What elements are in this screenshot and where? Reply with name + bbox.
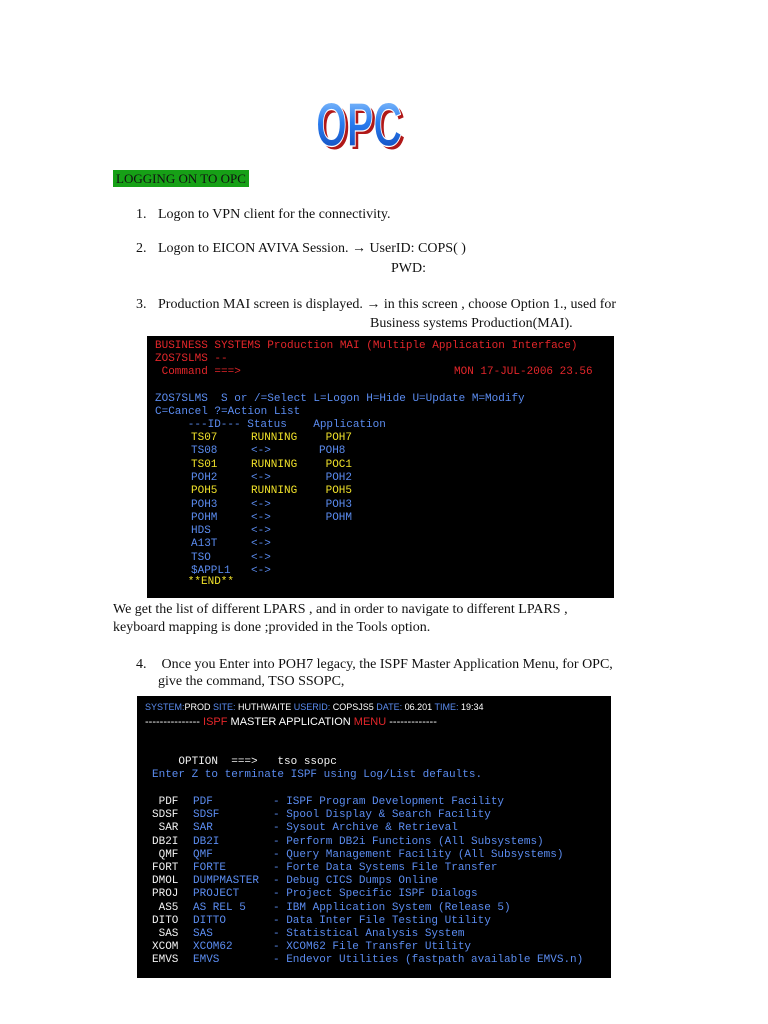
mai-session-status: <-> bbox=[251, 498, 271, 511]
mai-session-status: <-> bbox=[251, 551, 271, 564]
ispf-menu-name: XCOM62 bbox=[193, 941, 233, 954]
mai-title: BUSINESS SYSTEMS Production MAI (Multiple Application Interface) bbox=[155, 340, 578, 352]
mai-session-status: <-> bbox=[251, 538, 271, 551]
ispf-menu-name: EMVS bbox=[193, 954, 220, 967]
mai-session-application: POHM bbox=[319, 511, 353, 524]
ispf-option-line[interactable]: OPTION ===> tso ssopc bbox=[178, 756, 337, 769]
ispf-menu-code[interactable]: PDF bbox=[152, 796, 179, 808]
paragraph-line-2: keyboard mapping is done ;provided in the Tools option. bbox=[113, 620, 431, 635]
svg-text:OPC: OPC bbox=[319, 94, 405, 156]
mai-session-application: POH7 bbox=[319, 432, 353, 444]
ispf-help-text: Enter Z to terminate ISPF using Log/List defaults. bbox=[152, 769, 483, 781]
step-2-pwd: PWD: bbox=[391, 261, 426, 276]
ispf-menu-description: - Project Specific ISPF Dialogs bbox=[273, 888, 478, 901]
mai-session-status: RUNNING bbox=[251, 485, 298, 498]
mai-session-status: <-> bbox=[251, 511, 271, 524]
mai-system: ZOS7SLMS -- bbox=[155, 353, 228, 365]
ispf-menu-description: - Debug CICS Dumps Online bbox=[273, 875, 439, 888]
ispf-terminal-screen bbox=[137, 696, 611, 978]
mai-session-id[interactable]: POHM bbox=[191, 511, 218, 524]
mai-session-status: RUNNING bbox=[251, 432, 298, 444]
mai-session-id[interactable]: POH3 bbox=[191, 498, 218, 511]
ispf-menu-code[interactable]: SDSF bbox=[152, 809, 179, 822]
mai-session-id[interactable]: TS08 bbox=[191, 445, 218, 458]
ispf-menu-description: - Spool Display & Search Facility bbox=[273, 809, 491, 822]
ispf-menu-code[interactable]: AS5 bbox=[152, 901, 179, 914]
mai-session-application: POC1 bbox=[319, 458, 353, 471]
mai-session-application: POH8 bbox=[319, 445, 346, 458]
ispf-menu-code[interactable]: EMVS bbox=[152, 954, 179, 967]
step-4: 4. Once you Enter into POH7 legacy, the ISPF Master Application Menu, for OPC, bbox=[136, 657, 613, 672]
step-1: 1. Logon to VPN client for the connectivity. bbox=[136, 207, 391, 222]
ispf-command-input[interactable]: tso ssopc bbox=[257, 756, 337, 769]
ispf-menu-code[interactable]: FORT bbox=[152, 862, 179, 874]
ispf-system-bar: SYSTEM:PROD SITE: HUTHWAITE USERID: COPSJS5 DATE: 06.201 TIME: 19:34 bbox=[145, 702, 484, 712]
ispf-menu-description: - Forte Data Systems File Transfer bbox=[273, 862, 498, 874]
mai-session-application: POH5 bbox=[319, 485, 353, 498]
mai-session-status: <-> bbox=[251, 445, 271, 458]
step-3: 3. Production MAI screen is displayed. → in this screen , choose Option 1., used for bbox=[136, 297, 617, 312]
mai-session-id[interactable]: TSO bbox=[191, 551, 211, 564]
mai-options-line-1: ZOS7SLMS S or /=Select L=Logon H=Hide U=Update M=Modify bbox=[155, 393, 525, 405]
ispf-menu-description: - Data Inter File Testing Utility bbox=[273, 914, 491, 927]
mai-session-id[interactable]: A13T bbox=[191, 538, 218, 551]
section-heading: LOGGING ON TO OPC bbox=[113, 170, 249, 187]
ispf-menu-code[interactable]: QMF bbox=[152, 848, 179, 861]
ispf-menu-code[interactable]: XCOM bbox=[152, 941, 179, 954]
step-3-continuation: Business systems Production(MAI). bbox=[370, 316, 573, 331]
ispf-menu-description: - Query Management Facility (All Subsystems) bbox=[273, 848, 564, 861]
mai-session-id[interactable]: TS01 bbox=[191, 458, 218, 471]
ispf-menu-name: SDSF bbox=[193, 809, 220, 822]
ispf-menu-code[interactable]: PROJ bbox=[152, 888, 179, 901]
ispf-menu-code[interactable]: DB2I bbox=[152, 835, 179, 848]
mai-terminal-screen bbox=[147, 336, 614, 598]
mai-session-id[interactable]: HDS bbox=[191, 525, 211, 538]
ispf-menu-name: AS REL 5 bbox=[193, 901, 246, 914]
ispf-menu-name: SAS bbox=[193, 928, 213, 940]
ispf-menu-description: - Endevor Utilities (fastpath available EMVS.n) bbox=[273, 954, 584, 967]
ispf-menu-code[interactable]: SAS bbox=[152, 928, 179, 940]
ispf-menu-name: QMF bbox=[193, 848, 213, 861]
step-2: 2. Logon to EICON AVIVA Session. → UserID: COPS( ) bbox=[136, 241, 466, 256]
mai-session-status: <-> bbox=[251, 471, 271, 484]
ispf-menu-description: - Sysout Archive & Retrieval bbox=[273, 822, 458, 835]
mai-session-status: RUNNING bbox=[251, 458, 298, 471]
ispf-menu-name: PROJECT bbox=[193, 888, 240, 901]
svg-text:OPC: OPC bbox=[316, 91, 402, 156]
mai-session-id[interactable]: TS07 bbox=[191, 432, 218, 444]
ispf-menu-name: FORTE bbox=[193, 862, 227, 874]
ispf-menu-name: DITTO bbox=[193, 914, 227, 927]
ispf-menu-code[interactable]: SAR bbox=[152, 822, 179, 835]
ispf-menu-description: - Statistical Analysis System bbox=[273, 928, 465, 940]
mai-options-line-2: C=Cancel ?=Action List bbox=[155, 406, 301, 418]
mai-end-marker: **END** bbox=[168, 576, 235, 588]
ispf-menu-name: SAR bbox=[193, 822, 213, 835]
ispf-menu-code[interactable]: DITO bbox=[152, 914, 179, 927]
ispf-menu-description: - IBM Application System (Release 5) bbox=[273, 901, 511, 914]
mai-column-header: ---ID--- Status Application bbox=[168, 419, 386, 431]
mai-session-status: <-> bbox=[251, 525, 271, 538]
mai-command-label: Command ===> bbox=[155, 366, 241, 378]
ispf-menu-description: - ISPF Program Development Facility bbox=[273, 796, 505, 808]
paragraph-line-1: We get the list of different LPARS , and in order to navigate to different LPARS , bbox=[113, 602, 568, 617]
ispf-menu-name: PDF bbox=[193, 796, 213, 808]
ispf-menu-description: - XCOM62 File Transfer Utility bbox=[273, 941, 472, 954]
ispf-menu-name: DUMPMASTER bbox=[193, 875, 260, 888]
opc-logo bbox=[312, 86, 408, 156]
ispf-menu-title: --------------- ISPF MASTER APPLICATION MENU ------------- bbox=[145, 716, 437, 728]
mai-session-id[interactable]: POH5 bbox=[191, 485, 218, 498]
mai-session-status: <-> bbox=[251, 565, 271, 577]
mai-session-application: POH2 bbox=[319, 471, 353, 484]
mai-session-id[interactable]: $APPL1 bbox=[191, 565, 231, 577]
ispf-menu-description: - Perform DB2i Functions (All Subsystems) bbox=[273, 835, 544, 848]
mai-session-id[interactable]: POH2 bbox=[191, 471, 218, 484]
ispf-menu-code[interactable]: DMOL bbox=[152, 875, 179, 888]
mai-session-application: POH3 bbox=[319, 498, 353, 511]
step-4-continuation: give the command, TSO SSOPC, bbox=[158, 674, 345, 689]
ispf-menu-name: DB2I bbox=[193, 835, 220, 848]
mai-date: MON 17-JUL-2006 23.56 bbox=[454, 366, 593, 378]
